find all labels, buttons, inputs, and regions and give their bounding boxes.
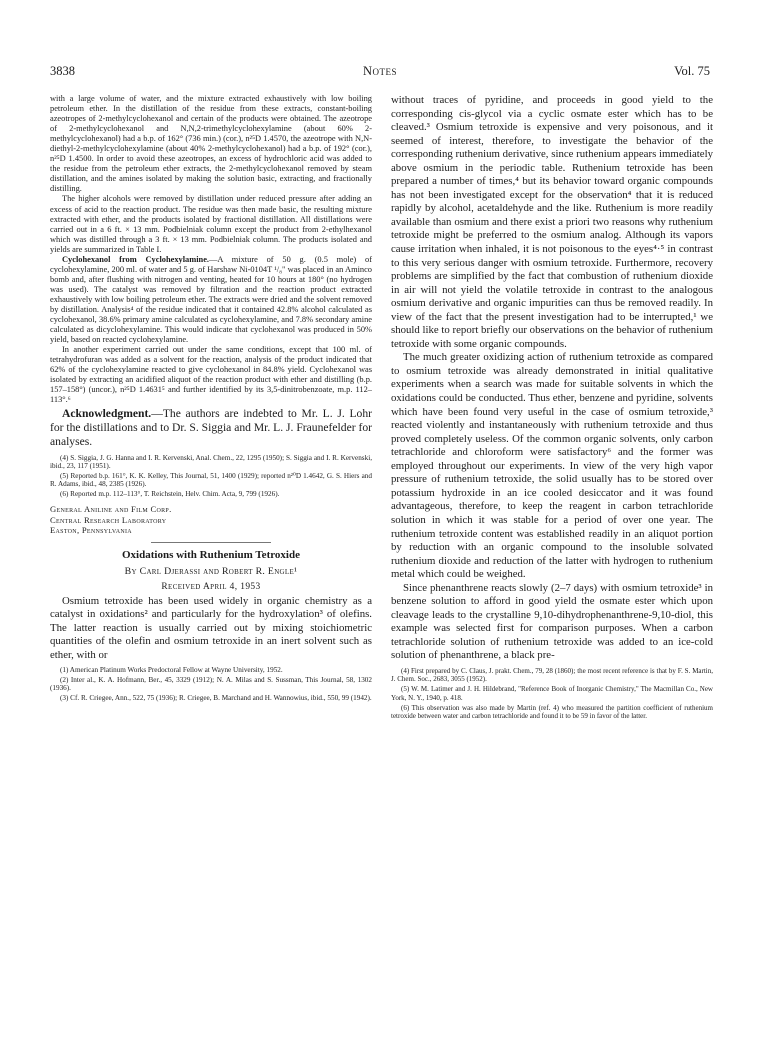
footnote-4-right: (4) First prepared by C. Claus, J. prakt. Chem., 79, 28 (1860); the most recent reference is that by F. S. Martin, J. Chem. Soc., 2683, 3055 (1952). bbox=[391, 666, 713, 684]
page-header bbox=[50, 64, 710, 80]
footnote-6-right: (6) This observation was also made by Martin (ref. 4) who measured the partition coefficient of ruthenium tetroxide between water and carbon tetrachloride and found it to be 59 in favor of the latter. bbox=[391, 703, 713, 720]
cyclohexanol-subhead: Cyclohexanol from Cyclohexylamine. bbox=[62, 254, 210, 264]
section-divider bbox=[151, 542, 271, 543]
article-authors: By Carl Djerassi and Robert R. Engle¹ bbox=[124, 565, 298, 577]
footnote-2: (2) Inter al., K. A. Hofmann, Ber., 45, 3329 (1912); N. A. Milas and S. Sussman, This Journal, 58, 1302 (1936). bbox=[50, 675, 372, 693]
left-paragraph-3 bbox=[50, 255, 372, 345]
affiliation-line-2: Central Research Laboratory bbox=[50, 514, 167, 525]
footnote-3: (3) Cf. R. Criegee, Ann., 522, 75 (1936); R. Criegee, B. Marchand and H. Wannowius, ibid., 550, 99 (1942). bbox=[60, 693, 372, 702]
acknowledgment-text: —The authors are indebted to Mr. L. J. Lohr for the distillations and to Dr. S. Siggia and Mr. L. J. Fraunefelder for analyses. bbox=[50, 407, 372, 449]
footnote-1: (1) American Platinum Works Predoctoral Fellow at Wayne University, 1952. bbox=[60, 666, 283, 675]
received-date: Received April 4, 1953 bbox=[161, 581, 261, 592]
footnote-5-left: (5) Reported b.p. 161°, K. K. Kelley, This Journal, 51, 1400 (1929); reported n²⁰D 1.4642, G. S. Hiers and R. Adams, ibid., 48, 2385 (1926). bbox=[50, 471, 372, 489]
left-paragraph-4: In another experiment carried out under the same conditions, except that 100 ml. of tetrahydrofuran was added as a solvent for the reaction, analysis of the product indicated that 62% of the cyclohexylamine reacted to give cyclohexanol in 84.8% yield. Cyclohexanol was isolated by extracting an acidified aliquot of the reaction product with ether and distilling (b.p. 157–158°) (uncor.), n²⁵D 1.4631⁵ and further identified by its 3,5-dinitrobenzoate, m.p. 112–113°.⁶ bbox=[50, 345, 372, 405]
cyclohexanol-text: —A mixture of 50 g. (0.5 mole) of cyclohexylamine, 200 ml. of water and 5 g. of Harshaw Ni-0104T ¹/₈" was placed in an Aminco bomb and, after flushing with nitrogen and venting, heated for 10 hours at 180° (no hydrogen was used). The catalyst was removed by filtration and the reaction product extracted exhaustively with low boiling petroleum ether. The extracts were dried and the solvent removed by distillation. Analysis⁴ of the residue indicated that it contained 42.8% alcohol calculated as cyclohexanol, 38.6% primary amine calculated as cyclohexylamine, and 7.8% secondary amine calculated as dicyclohexylamine. This would indicate that cyclohexanol was produced in 50% yield, based on reacted cyclohexylamine. bbox=[50, 254, 372, 345]
right-column bbox=[391, 94, 713, 720]
left-column bbox=[50, 94, 372, 702]
affiliation-line-3: Easton, Pennsylvania bbox=[50, 525, 132, 536]
intro-paragraph: Osmium tetroxide has been used widely in organic chemistry as a catalyst in oxidations² and particularly for the hydroxylation³ of olefins. The latter reaction is usually carried out by mixing stoichiometric quantities of the olefin and osmium tetroxide in an inert solvent such as ether, with or bbox=[50, 594, 372, 661]
footnote-4-left: (4) S. Siggia, J. G. Hanna and I. R. Kervenski, Anal. Chem., 22, 1295 (1950); S. Siggia and I. R. Kervenski, ibid., 23, 117 (1951). bbox=[50, 453, 372, 471]
right-paragraph-2: The much greater oxidizing action of ruthenium tetroxide as compared to osmium tetroxide was already demonstrated in initial qualitative experiments when a search was made for suitable solvents in which the oxidations could be conducted. Thus ether, benzene and pyridine, solvents which have been found very useful in the case of osmium tetroxide,³ reacted violently and instantaneously with ruthenium tetroxide and thus proved completely useless. Of the common organic solvents, only carbon tetrachloride and chloroform were satisfactory⁶ and the former was employed throughout our experiments. In view of the very high vapor pressure of ruthenium tetroxide, the solid usually has to be stored over potassium hydroxide in an ice cooled desiccator and it was found advantageous, therefore, to keep the reagent in carbon tetrachloride solution in which it was stable for a period of over one year. The ruthenium tetroxide content was established readily in an aliquot portion by reduction with an organic compound to the insoluble solvated ruthenium dioxide and reduction of the latter with hydrogen to ruthenium metal which could be weighed. bbox=[391, 351, 713, 581]
left-paragraph-2: The higher alcohols were removed by distillation under reduced pressure after adding an excess of acid to the reaction product. The residue was then made basic, the resulting mixture extracted with ether, and the products isolated by fractional distillation. All distillations were carried out in a 6 ft. × 13 mm. Podbielniak column except the product from 2-ethylhexanol which was distilled through a 3 ft. × 13 mm. Podbielniak column. The products isolated and yields are summarized in Table I. bbox=[50, 194, 372, 254]
page-number: 3838 bbox=[50, 64, 75, 78]
right-paragraph-3: Since phenanthrene reacts slowly (2–7 days) with osmium tetroxide³ in benzene solution to afford in good yield the osmate ester which upon cleavage leads to the crystalline 9,10-dihydrophenanthrene-9,10-diol, this example was selected first for comparison purposes. When a carbon tetrachloride solution of ruthenium tetroxide was added to an ice-cold solution of phenanthrene, a black pre- bbox=[391, 581, 713, 662]
footnote-5-right: (5) W. M. Latimer and J. H. Hildebrand, "Reference Book of Inorganic Chemistry," The Macmillan Co., New York, N. Y., 1940, p. 418. bbox=[391, 685, 713, 702]
footnote-6-left: (6) Reported m.p. 112–113°, T. Reichstein, Helv. Chim. Acta, 9, 799 (1926). bbox=[60, 489, 280, 498]
right-paragraph-1: without traces of pyridine, and proceeds in good yield to the corresponding cis-glycol via a cyclic osmate ester which has to be cleaved.³ Osmium tetroxide is expensive and very poisonous, and it seemed of interest, therefore, to investigate the behavior of the corresponding ruthenium derivative, since ruthenium appears immediately above osmium in the periodic table. Ruthenium tetroxide has been prepared a number of times,⁴ but its behavior toward organic compounds has not been investigated except for the observation⁴ that it is reduced rapidly by alcohol, acetaldehyde and the like. Ruthenium is more readily available than osmium and there exist a priori two reasons why ruthenium tetroxide might be preferred to the osmium analog. Although its vapors cause irritation when inhaled, it is not poisonous to the eyes⁴·⁵ in contrast to this very serious danger with osmium tetroxide. Furthermore, recovery problems are simplified by the fact that combustion of ruthenium dioxide in air will not yield the volatile tetroxide in contrast to the analogous osmium derivative and organic impurities can thus be removed readily. In view of the fact that the present investigation had to be interrupted,¹ we should like to report briefly our observations on the behavior of ruthenium tetroxide with some organic compounds. bbox=[391, 94, 713, 350]
left-paragraph-1: with a large volume of water, and the mixture extracted exhaustively with low boiling petroleum ether. In the distillation of the residue from these extracts, constant-boiling azeotropes of 2-methylcyclohexanol and certain of the products were obtained. The azeotrope of 2-methylcyclohexanol and N,N,2-trimethylcyclohexylamine (about 60% 2-methylcyclohexanol) had a b.p. of 162° (736 min.) (cor.), n²⁵D 1.4570, the azeotrope with N,N-diethyl-2-methylcyclohexylamine (about 40% 2-methylcyclohexanol) had a b.p. of 192° (cor.), n²⁵D 1.4500. In order to avoid these azeotropes, an excess of hydrochloric acid was added to the residue from the petroleum ether extracts, the 2-methylcyclohexanol removed by steam distillation, and the amines isolated by making the solution basic, extracting, and fractionally distilling. bbox=[50, 94, 372, 194]
affiliation bbox=[50, 504, 372, 535]
affiliation-line-1: General Aniline and Film Corp. bbox=[50, 504, 172, 515]
running-title: Notes bbox=[362, 64, 398, 78]
article-title: Oxidations with Ruthenium Tetroxide bbox=[122, 548, 300, 561]
acknowledgment bbox=[50, 407, 372, 448]
acknowledgment-head: Acknowledgment. bbox=[62, 407, 152, 421]
volume-label: Vol. 75 bbox=[674, 64, 710, 78]
